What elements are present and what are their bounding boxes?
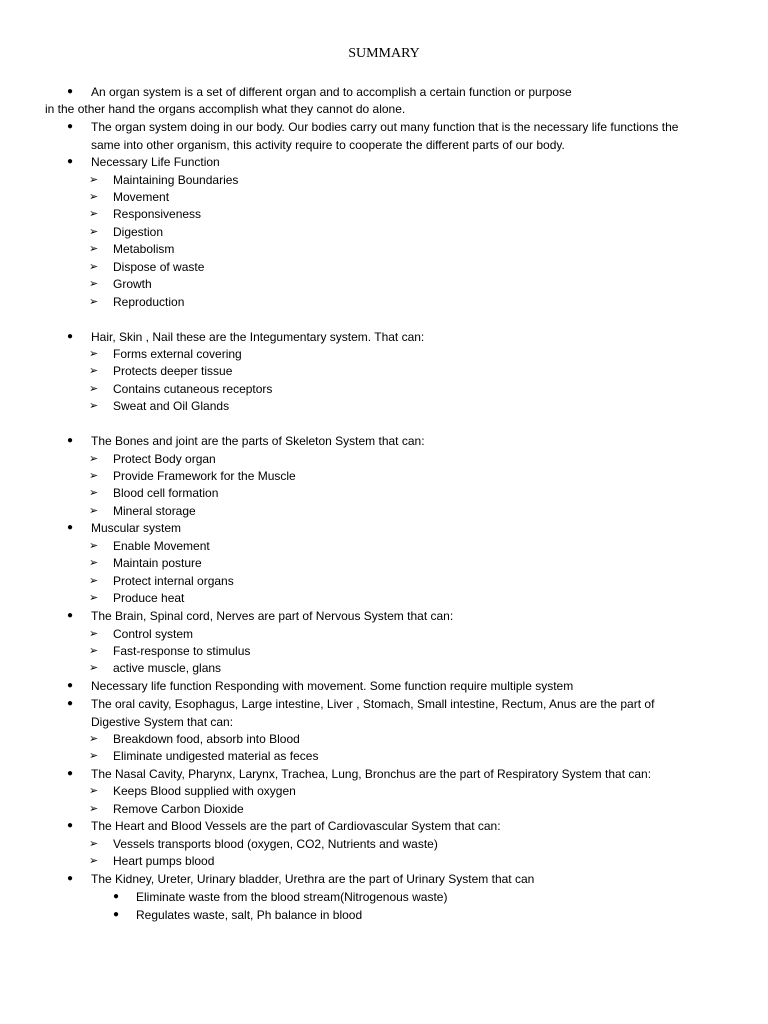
list-item: Control system xyxy=(113,627,194,641)
list-item: Protects deeper tissue xyxy=(113,364,233,378)
list-item: The Brain, Spinal cord, Nerves are part of Nervous System that can: xyxy=(91,609,454,623)
arrow-bullet-icon: ➢ xyxy=(89,174,99,186)
arrow-bullet-icon: ➢ xyxy=(89,453,99,465)
arrow-bullet-icon: ➢ xyxy=(89,540,99,552)
list-item: Hair, Skin , Nail these are the Integumentary system. That can: xyxy=(91,330,425,344)
list-item: Remove Carbon Dioxide xyxy=(113,802,244,816)
list-item: Heart pumps blood xyxy=(113,854,215,868)
list-item: Growth xyxy=(113,277,152,291)
list-item: Digestive System that can: xyxy=(91,715,234,729)
bullet-icon: ● xyxy=(67,121,74,132)
list-item: An organ system is a set of different organ and to accomplish a certain function or purpose xyxy=(91,85,572,99)
list-item: Mineral storage xyxy=(113,504,196,518)
list-item: Breakdown food, absorb into Blood xyxy=(113,732,300,746)
bullet-icon: ● xyxy=(67,768,74,779)
arrow-bullet-icon: ➢ xyxy=(89,733,99,745)
arrow-bullet-icon: ➢ xyxy=(89,645,99,657)
arrow-bullet-icon: ➢ xyxy=(89,592,99,604)
list-item: Eliminate waste from the blood stream(Nitrogenous waste) xyxy=(136,890,448,904)
list-item: Maintaining Boundaries xyxy=(113,173,239,187)
list-item: The oral cavity, Esophagus, Large intestine, Liver , Stomach, Small intestine, Rectum, Anus are the part of xyxy=(91,697,655,711)
list-item: Responsiveness xyxy=(113,207,202,221)
bullet-icon: ● xyxy=(67,873,74,884)
list-item: active muscle, glans xyxy=(113,661,222,675)
list-item: Regulates waste, salt, Ph balance in blood xyxy=(136,908,363,922)
arrow-bullet-icon: ➢ xyxy=(89,365,99,377)
list-item: Movement xyxy=(113,190,170,204)
list-item: Sweat and Oil Glands xyxy=(113,399,230,413)
list-item: Reproduction xyxy=(113,295,185,309)
arrow-bullet-icon: ➢ xyxy=(89,400,99,412)
list-item: Muscular system xyxy=(91,521,182,535)
arrow-bullet-icon: ➢ xyxy=(89,487,99,499)
arrow-bullet-icon: ➢ xyxy=(89,803,99,815)
arrow-bullet-icon: ➢ xyxy=(89,226,99,238)
arrow-bullet-icon: ➢ xyxy=(89,557,99,569)
list-item: Enable Movement xyxy=(113,539,210,553)
arrow-bullet-icon: ➢ xyxy=(89,628,99,640)
bullet-icon: ● xyxy=(67,820,74,831)
bullet-icon: ● xyxy=(67,698,74,709)
list-item: Produce heat xyxy=(113,591,185,605)
document-title: SUMMARY xyxy=(348,46,420,61)
arrow-bullet-icon: ➢ xyxy=(89,208,99,220)
list-item: Metabolism xyxy=(113,242,175,256)
list-item: Protect internal organs xyxy=(113,574,234,588)
list-item: Fast-response to stimulus xyxy=(113,644,251,658)
list-item: The Nasal Cavity, Pharynx, Larynx, Trachea, Lung, Bronchus are the part of Respiratory System that can: xyxy=(91,767,652,781)
arrow-bullet-icon: ➢ xyxy=(89,261,99,273)
arrow-bullet-icon: ➢ xyxy=(89,278,99,290)
bullet-icon: ● xyxy=(67,331,74,342)
list-item: Forms external covering xyxy=(113,347,242,361)
bullet-icon: ● xyxy=(113,909,120,920)
arrow-bullet-icon: ➢ xyxy=(89,383,99,395)
list-item: Provide Framework for the Muscle xyxy=(113,469,296,483)
list-item: Protect Body organ xyxy=(113,452,216,466)
bullet-icon: ● xyxy=(67,610,74,621)
arrow-bullet-icon: ➢ xyxy=(89,348,99,360)
list-item: Keeps Blood supplied with oxygen xyxy=(113,784,296,798)
arrow-bullet-icon: ➢ xyxy=(89,505,99,517)
list-item: Necessary life function Responding with movement. Some function require multiple system xyxy=(91,679,574,693)
list-item: Digestion xyxy=(113,225,164,239)
arrow-bullet-icon: ➢ xyxy=(89,243,99,255)
bullet-icon: ● xyxy=(113,891,120,902)
list-item: Maintain posture xyxy=(113,556,202,570)
list-item: Vessels transports blood (oxygen, CO2, Nutrients and waste) xyxy=(113,837,438,851)
list-item: The Heart and Blood Vessels are the part of Cardiovascular System that can: xyxy=(91,819,501,833)
bullet-icon: ● xyxy=(67,435,74,446)
list-item: The Kidney, Ureter, Urinary bladder, Urethra are the part of Urinary System that can xyxy=(91,872,535,886)
list-item: The Bones and joint are the parts of Skeleton System that can: xyxy=(91,434,425,448)
arrow-bullet-icon: ➢ xyxy=(89,855,99,867)
list-item: Dispose of waste xyxy=(113,260,205,274)
arrow-bullet-icon: ➢ xyxy=(89,838,99,850)
arrow-bullet-icon: ➢ xyxy=(89,785,99,797)
list-item: Contains cutaneous receptors xyxy=(113,382,273,396)
list-item: Necessary Life Function xyxy=(91,155,220,169)
arrow-bullet-icon: ➢ xyxy=(89,662,99,674)
bullet-icon: ● xyxy=(67,680,74,691)
list-item: same into other organism, this activity require to cooperate the different parts of our body. xyxy=(91,138,565,152)
list-item: The organ system doing in our body. Our bodies carry out many function that is the necessary life functions the xyxy=(91,120,679,134)
list-item: in the other hand the organs accomplish what they cannot do alone. xyxy=(45,102,406,116)
arrow-bullet-icon: ➢ xyxy=(89,750,99,762)
bullet-icon: ● xyxy=(67,86,74,97)
arrow-bullet-icon: ➢ xyxy=(89,470,99,482)
arrow-bullet-icon: ➢ xyxy=(89,191,99,203)
list-item: Eliminate undigested material as feces xyxy=(113,749,319,763)
arrow-bullet-icon: ➢ xyxy=(89,575,99,587)
list-item: Blood cell formation xyxy=(113,486,219,500)
bullet-icon: ● xyxy=(67,522,74,533)
arrow-bullet-icon: ➢ xyxy=(89,296,99,308)
bullet-icon: ● xyxy=(67,156,74,167)
